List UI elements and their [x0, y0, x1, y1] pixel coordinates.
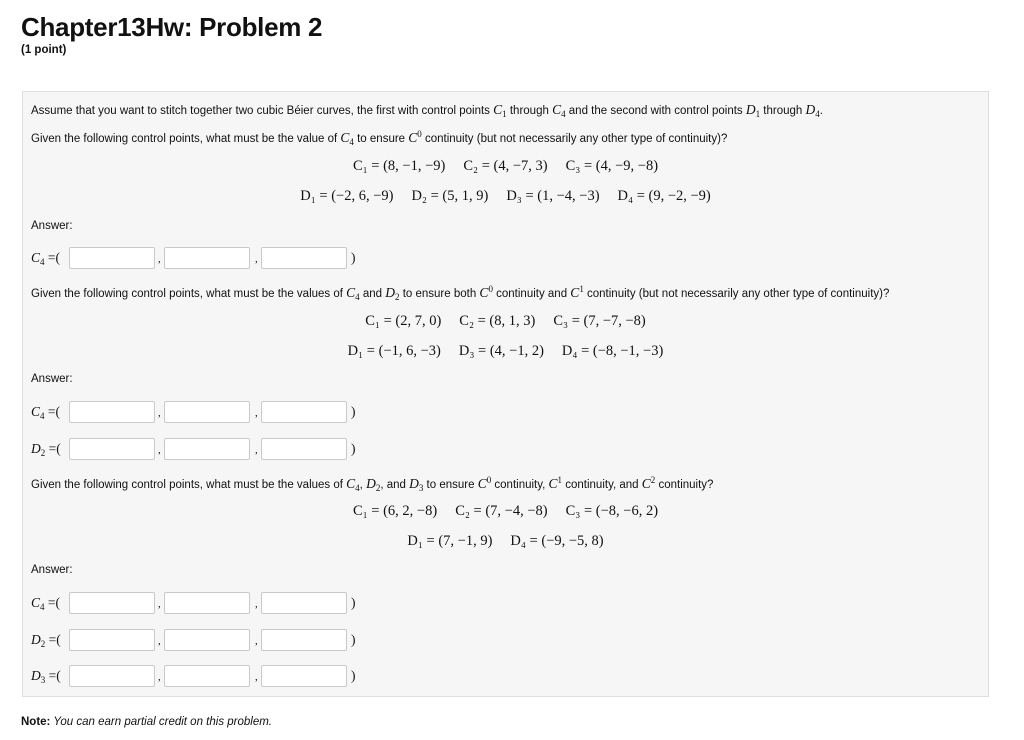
q3-d3-y-input[interactable]: [164, 665, 250, 687]
q3-d2-x-input[interactable]: [69, 629, 155, 651]
problem-panel: Assume that you want to stitch together two cubic Béier curves, the first with control points $C_1$ through $C_4$ and the second with control points $D_1$ through $D_4$. Given the following control points, what must be the value of $C_4$ to ensure $C^0$ continuity (but not necessarily any other type of continuity)? C₁ = (8, −1, −9) C₂ = (4, −7, 3) C₃ = (4, −9, −8) D₁ = (−2, 6, −9) D₂ = (5, 1, 9) D₃ = (1, −4, −3) D₄ = (9, −2, −9) Answer: $C_4$ =( , , ) Given the following control points, what must be the values of $C_4$ and $D_2$ to ensure both $C^0$ continuity and $C^1$ continuity (but not necessarily any other type of continuity)? C₁ = (2, 7, 0) C₂ = (8, 1, 3) C₃ = (7, −7, −8) D₁ = (−1, 6, −3) D₃ = (4, −1, 2) D₄ = (−8, −1, −3) Answer: $C_4$ =( , , ) $D_2$ =( , , ) Given the following control points, what must be the values of $C_4$, $D_2$, and $D_3$ to ensure $C^0$ continuity, $C^1$ continuity, and $C^2$ continuity? C₁ = (6, 2, −8) C₂ = (7, −4, −8) C₃ = (−8, −6, 2) D₁ = (7, −1, 9) D₄ = (−9, −5, 8) Answer: $C_4$ =( , , ) $D_2$ =( , , ) $D_3$ =( , , ): [22, 91, 989, 697]
c4-label: $C_4$ =(: [31, 595, 60, 612]
q3-c4-z-input[interactable]: [261, 592, 347, 614]
q3-d2-y-input[interactable]: [164, 629, 250, 651]
q3-d3-z-input[interactable]: [261, 665, 347, 687]
q2-control-points-c: C₁ = (2, 7, 0) C₂ = (8, 1, 3) C₃ = (7, −7, −8): [365, 313, 646, 329]
q2-control-points-d: D₁ = (−1, 6, −3) D₃ = (4, −1, 2) D₄ = (−8, −1, −3): [347, 343, 664, 359]
q2-d2-z-input[interactable]: [261, 438, 347, 460]
q3-d2-z-input[interactable]: [261, 629, 347, 651]
q3-control-points-d: D₁ = (7, −1, 9) D₄ = (−9, −5, 8): [407, 533, 604, 549]
d3-label: $D_3$ =(: [31, 668, 61, 685]
q3-c4-y-input[interactable]: [164, 592, 250, 614]
question-1-text: Given the following control points, what must be the value of $C_4$ to ensure $C^0$ continuity (but not necessarily any other type of continuity)?: [31, 129, 728, 147]
q1-control-points-d: D₁ = (−2, 6, −9) D₂ = (5, 1, 9) D₃ = (1, −4, −3) D₄ = (9, −2, −9): [300, 188, 711, 204]
points-label: (1 point): [21, 44, 67, 56]
q3-c4-x-input[interactable]: [69, 592, 155, 614]
q2-c4-x-input[interactable]: [69, 401, 155, 423]
q1-control-points-c: C₁ = (8, −1, −9) C₂ = (4, −7, 3) C₃ = (4, −9, −8): [352, 158, 659, 174]
partial-credit-note: Note: You can earn partial credit on this problem.: [21, 716, 273, 728]
q1-c4-y-input[interactable]: [164, 247, 250, 269]
answer-label: Answer:: [31, 220, 73, 232]
q2-d2-x-input[interactable]: [69, 438, 155, 460]
q2-c4-z-input[interactable]: [261, 401, 347, 423]
page-title: Chapter13Hw: Problem 2: [21, 12, 323, 42]
c4-label: $C_4$ =(: [31, 250, 60, 267]
q1-c4-x-input[interactable]: [69, 247, 155, 269]
q2-c4-y-input[interactable]: [164, 401, 250, 423]
d2-label: $D_2$ =(: [31, 441, 61, 458]
c4-label: $C_4$ =(: [31, 404, 60, 421]
q1-c4-z-input[interactable]: [261, 247, 347, 269]
q3-control-points-c: C₁ = (6, 2, −8) C₂ = (7, −4, −8) C₃ = (−8, −6, 2): [352, 503, 659, 519]
question-2-text: Given the following control points, what must be the values of $C_4$ and $D_2$ to ensure both $C^0$ continuity and $C^1$ continuity (but not necessarily any other type of continuity)?: [31, 284, 890, 302]
answer-label: Answer:: [31, 564, 73, 576]
question-3-text: Given the following control points, what must be the values of $C_4$, $D_2$, and $D_3$ to ensure $C^0$ continuity, $C^1$ continuity, and $C^2$ continuity?: [31, 475, 714, 493]
intro-text: Assume that you want to stitch together two cubic Béier curves, the first with control points $C_1$ through $C_4$ and the second with control points $D_1$ through $D_4$.: [31, 102, 823, 119]
q2-d2-y-input[interactable]: [164, 438, 250, 460]
q3-d3-x-input[interactable]: [69, 665, 155, 687]
answer-label: Answer:: [31, 373, 73, 385]
d2-label: $D_2$ =(: [31, 632, 61, 649]
